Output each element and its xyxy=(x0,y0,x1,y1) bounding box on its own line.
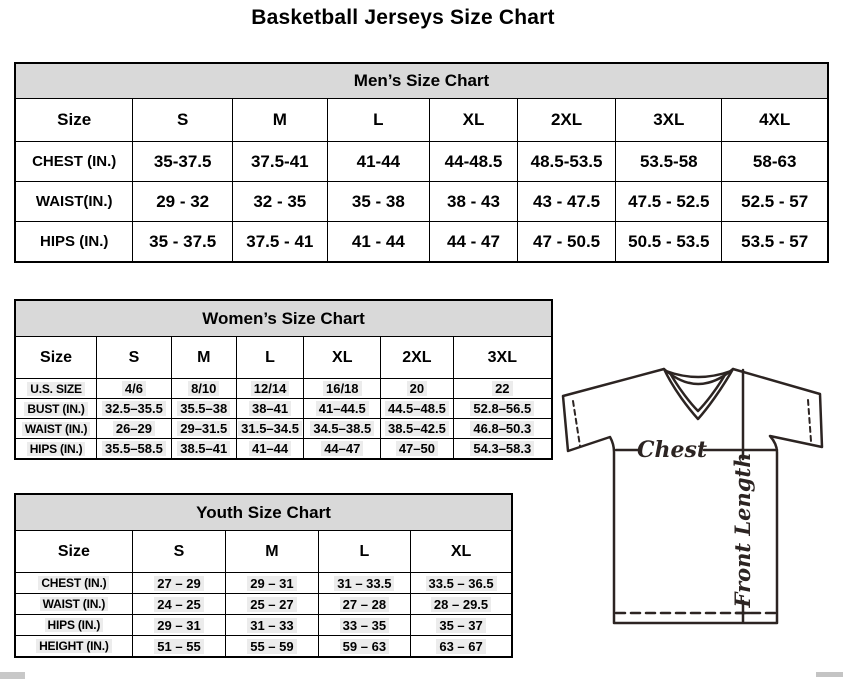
cell-value: 63 – 67 xyxy=(436,639,485,654)
size-cell xyxy=(318,573,410,594)
front-length-label: Front Length xyxy=(730,452,755,608)
mens-table-title-row xyxy=(15,63,828,99)
size-cell xyxy=(236,399,304,419)
womens-size-table xyxy=(14,299,553,460)
row-label-text: WAIST (IN.) xyxy=(40,597,108,611)
size-cell: 41 - 44 xyxy=(327,222,429,263)
womens-table-title-row xyxy=(15,300,552,337)
size-cell: 52.5 - 57 xyxy=(722,182,828,222)
youth-table-title-row xyxy=(15,494,512,531)
row-label-text: U.S. SIZE xyxy=(27,382,85,396)
youth-table-title: Youth Size Chart xyxy=(15,494,512,531)
size-cell xyxy=(132,636,225,658)
row-label xyxy=(15,594,132,615)
size-cell xyxy=(97,439,172,460)
column-header: M xyxy=(171,337,236,379)
size-cell xyxy=(226,573,318,594)
size-cell: 35 - 37.5 xyxy=(133,222,233,263)
row-label-text: HIPS (IN.) xyxy=(27,442,86,456)
column-header: 3XL xyxy=(616,99,722,142)
size-cell: 43 - 47.5 xyxy=(517,182,615,222)
cell-value: 44–47 xyxy=(321,441,363,456)
cell-value: 12/14 xyxy=(251,381,290,396)
row-label-text: HEIGHT (IN.) xyxy=(36,639,112,653)
size-cell xyxy=(171,419,236,439)
cell-value: 22 xyxy=(492,381,512,396)
cell-value: 32.5–35.5 xyxy=(102,401,166,416)
size-cell xyxy=(318,636,410,658)
cell-value: 59 – 63 xyxy=(340,639,389,654)
size-cell: 47 - 50.5 xyxy=(517,222,615,263)
size-cell xyxy=(236,419,304,439)
table-row xyxy=(15,399,552,419)
row-label xyxy=(15,399,97,419)
size-cell: 44 - 47 xyxy=(430,222,518,263)
size-cell: 44-48.5 xyxy=(430,142,518,182)
cell-value: 24 – 25 xyxy=(154,597,203,612)
cell-value: 4/6 xyxy=(122,381,146,396)
row-label: CHEST (IN.) xyxy=(15,142,133,182)
size-cell: 53.5-58 xyxy=(616,142,722,182)
size-cell xyxy=(132,594,225,615)
row-label-text: WAIST (IN.) xyxy=(22,422,90,436)
size-cell xyxy=(97,399,172,419)
size-cell: 37.5-41 xyxy=(232,142,327,182)
bottom-right-cutoff-fragment xyxy=(816,672,843,677)
cell-value: 38.5–42.5 xyxy=(385,421,449,436)
cell-value: 38.5–41 xyxy=(177,441,230,456)
size-cell xyxy=(318,615,410,636)
column-header: 3XL xyxy=(453,337,552,379)
row-label xyxy=(15,439,97,460)
size-cell xyxy=(304,399,381,419)
cell-value: 29 – 31 xyxy=(154,618,203,633)
cell-value: 44.5–48.5 xyxy=(385,401,449,416)
size-cell xyxy=(453,399,552,419)
cell-value: 8/10 xyxy=(188,381,219,396)
size-cell: 29 - 32 xyxy=(133,182,233,222)
size-cell xyxy=(381,399,453,419)
row-label xyxy=(15,615,132,636)
column-header: XL xyxy=(411,531,512,573)
size-cell: 32 - 35 xyxy=(232,182,327,222)
cell-value: 20 xyxy=(407,381,427,396)
row-label xyxy=(15,379,97,399)
youth-size-corner-header: Size xyxy=(15,531,132,573)
table-row xyxy=(15,142,828,182)
column-header: L xyxy=(236,337,304,379)
cell-value: 54.3–58.3 xyxy=(470,441,534,456)
cell-value: 27 – 28 xyxy=(340,597,389,612)
size-cell xyxy=(97,379,172,399)
cell-value: 31 – 33.5 xyxy=(334,576,394,591)
mens-header-row xyxy=(15,99,828,142)
size-cell xyxy=(226,636,318,658)
size-cell xyxy=(236,379,304,399)
column-header: XL xyxy=(304,337,381,379)
column-header: S xyxy=(133,99,233,142)
cell-value: 33 – 35 xyxy=(340,618,389,633)
column-header: M xyxy=(232,99,327,142)
cell-value: 33.5 – 36.5 xyxy=(426,576,497,591)
cell-value: 16/18 xyxy=(323,381,362,396)
womens-size-corner-header: Size xyxy=(15,337,97,379)
size-cell xyxy=(381,439,453,460)
jersey-outline xyxy=(563,369,822,623)
jersey-measurement-diagram xyxy=(553,356,841,646)
size-cell xyxy=(381,419,453,439)
table-row xyxy=(15,182,828,222)
size-cell: 47.5 - 52.5 xyxy=(616,182,722,222)
youth-header-row xyxy=(15,531,512,573)
size-cell: 35 - 38 xyxy=(327,182,429,222)
table-row xyxy=(15,439,552,460)
column-header: 4XL xyxy=(722,99,828,142)
cell-value: 47–50 xyxy=(396,441,438,456)
column-header: S xyxy=(97,337,172,379)
cell-value: 31.5–34.5 xyxy=(238,421,302,436)
row-label xyxy=(15,419,97,439)
cell-value: 26–29 xyxy=(113,421,155,436)
size-cell: 50.5 - 53.5 xyxy=(616,222,722,263)
column-header: 2XL xyxy=(381,337,453,379)
table-row xyxy=(15,419,552,439)
cell-value: 27 – 29 xyxy=(154,576,203,591)
size-cell: 38 - 43 xyxy=(430,182,518,222)
row-label xyxy=(15,573,132,594)
cell-value: 34.5–38.5 xyxy=(310,421,374,436)
cell-value: 31 – 33 xyxy=(247,618,296,633)
table-row xyxy=(15,594,512,615)
cell-value: 55 – 59 xyxy=(247,639,296,654)
cell-value: 52.8–56.5 xyxy=(470,401,534,416)
column-header: L xyxy=(327,99,429,142)
table-row xyxy=(15,379,552,399)
womens-header-row xyxy=(15,337,552,379)
size-cell xyxy=(304,419,381,439)
youth-size-table xyxy=(14,493,513,658)
size-cell: 41-44 xyxy=(327,142,429,182)
size-cell xyxy=(304,379,381,399)
cell-value: 38–41 xyxy=(249,401,291,416)
size-cell xyxy=(411,573,512,594)
bottom-left-cutoff-fragment xyxy=(0,672,25,679)
size-cell xyxy=(411,615,512,636)
table-row xyxy=(15,573,512,594)
column-header: S xyxy=(132,531,225,573)
cell-value: 25 – 27 xyxy=(247,597,296,612)
column-header: 2XL xyxy=(517,99,615,142)
size-cell: 37.5 - 41 xyxy=(232,222,327,263)
size-cell xyxy=(171,399,236,419)
mens-size-corner-header: Size xyxy=(15,99,133,142)
mens-table-title: Men’s Size Chart xyxy=(15,63,828,99)
cell-value: 51 – 55 xyxy=(154,639,203,654)
table-row xyxy=(15,636,512,658)
size-cell xyxy=(132,615,225,636)
cell-value: 46.8–50.3 xyxy=(470,421,534,436)
size-cell: 58-63 xyxy=(722,142,828,182)
size-cell: 35-37.5 xyxy=(133,142,233,182)
size-cell xyxy=(226,615,318,636)
row-label xyxy=(15,636,132,658)
size-cell xyxy=(411,636,512,658)
row-label-text: HIPS (IN.) xyxy=(45,618,104,632)
column-header: L xyxy=(318,531,410,573)
cell-value: 35 – 37 xyxy=(436,618,485,633)
size-cell xyxy=(236,439,304,460)
row-label: WAIST(IN.) xyxy=(15,182,133,222)
cell-value: 29 – 31 xyxy=(247,576,296,591)
cell-value: 28 – 29.5 xyxy=(431,597,491,612)
size-cell: 48.5-53.5 xyxy=(517,142,615,182)
size-cell xyxy=(453,439,552,460)
column-header: XL xyxy=(430,99,518,142)
cell-value: 41–44.5 xyxy=(316,401,369,416)
size-cell xyxy=(381,379,453,399)
table-row xyxy=(15,222,828,263)
row-label-text: CHEST (IN.) xyxy=(38,576,109,590)
womens-table-title: Women’s Size Chart xyxy=(15,300,552,337)
size-cell xyxy=(226,594,318,615)
row-label-text: BUST (IN.) xyxy=(24,402,87,416)
chest-label: Chest xyxy=(636,437,708,463)
size-cell xyxy=(411,594,512,615)
cell-value: 41–44 xyxy=(249,441,291,456)
size-cell xyxy=(453,379,552,399)
column-header: M xyxy=(226,531,318,573)
cell-value: 35.5–38 xyxy=(177,401,230,416)
mens-size-table xyxy=(14,62,829,263)
page-title: Basketball Jerseys Size Chart xyxy=(251,6,555,29)
cell-value: 29–31.5 xyxy=(177,421,230,436)
row-label: HIPS (IN.) xyxy=(15,222,133,263)
size-cell xyxy=(171,439,236,460)
size-cell xyxy=(171,379,236,399)
size-cell xyxy=(132,573,225,594)
size-cell xyxy=(453,419,552,439)
size-cell: 53.5 - 57 xyxy=(722,222,828,263)
size-cell xyxy=(318,594,410,615)
cell-value: 35.5–58.5 xyxy=(102,441,166,456)
size-cell xyxy=(304,439,381,460)
table-row xyxy=(15,615,512,636)
size-cell xyxy=(97,419,172,439)
